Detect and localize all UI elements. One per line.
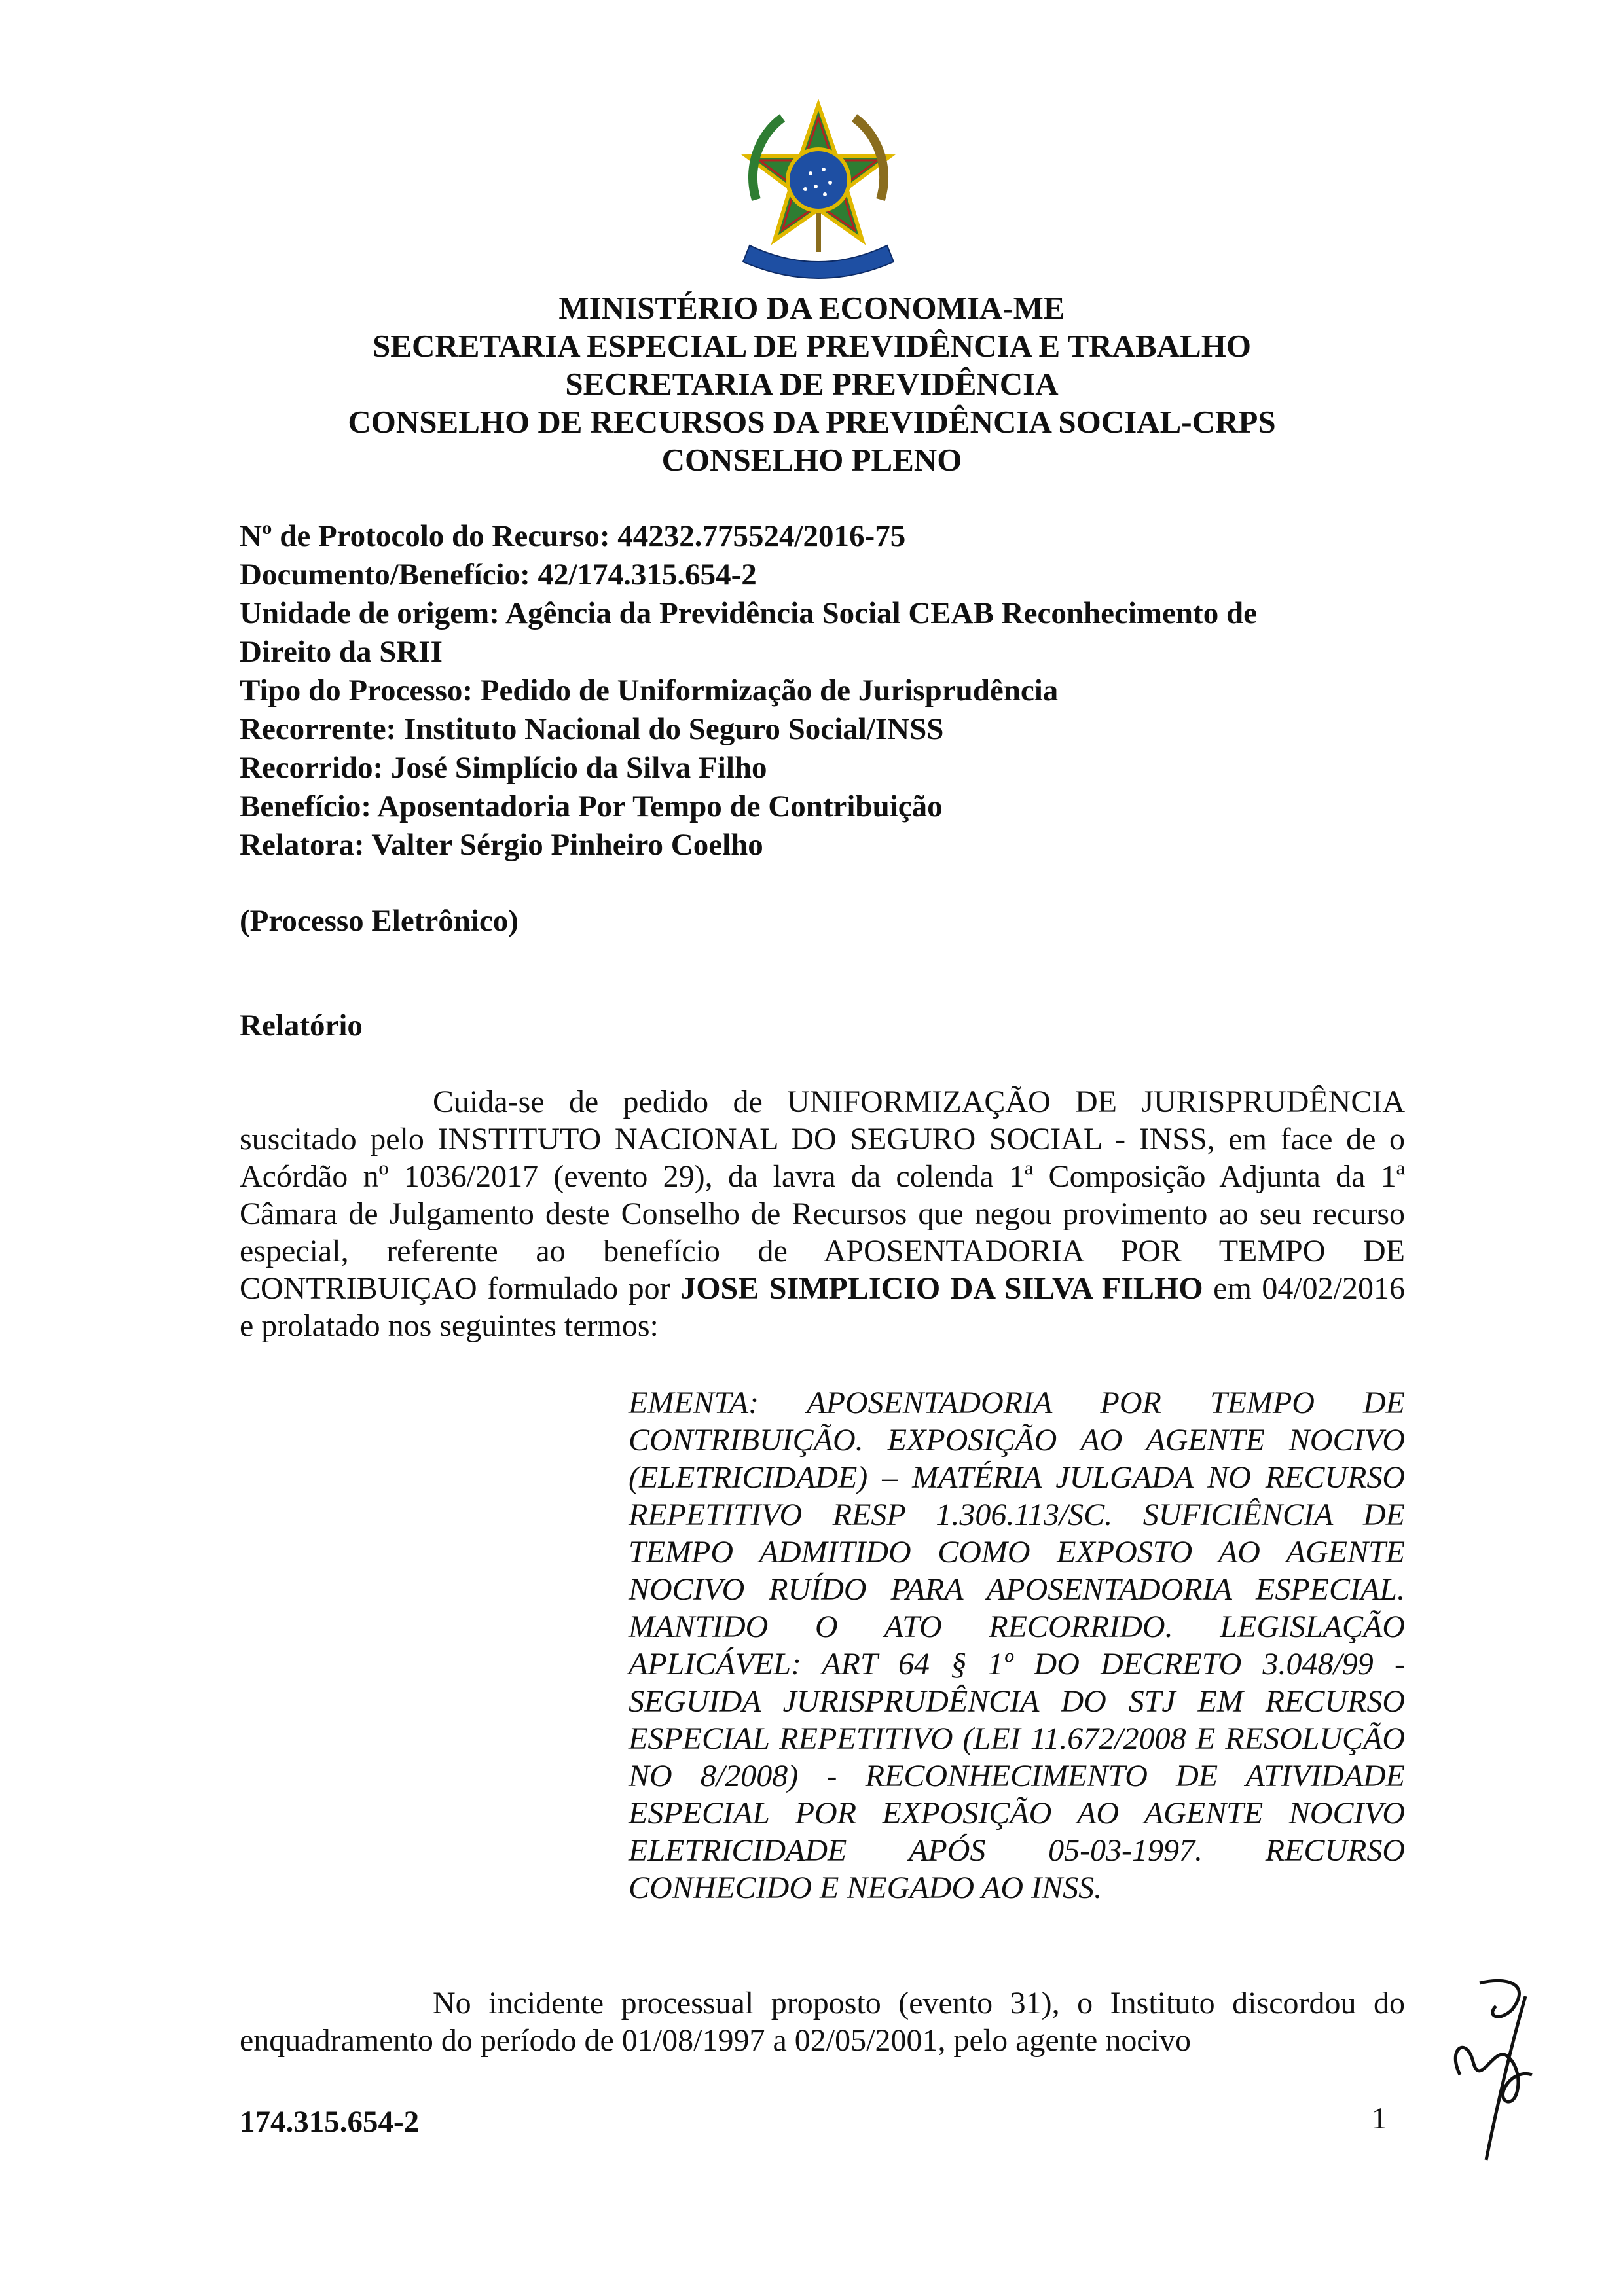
paragraph-1-text-a: Cuida-se de pedido de UNIFORMIZAÇÃO DE JURISPRUDÊNCIA suscitado pelo INSTITUTO NACIONAL DO SEGURO SOCIAL - INSS, em face de o Acórdão nº 1036/2017 (evento 29), da lavra da colenda 1ª Composição Adjunta da 1ª Câmara de Julgamento deste Conselho de Recursos que negou provimento ao seu recurso especial, referente ao benefício de APOSENTADORIA POR TEMPO DE CONTRIBUIÇAO formulado por [240, 1085, 1405, 1306]
document-header [196, 289, 1427, 479]
origin-unit [240, 594, 1405, 633]
section-title: Relatório [240, 1009, 363, 1043]
brazil-coat-of-arms-icon [730, 98, 907, 288]
footer-document-number: 174.315.654-2 [240, 2105, 420, 2139]
rapporteur: Relatora: Valter Sérgio Pinheiro Coelho [240, 828, 763, 862]
handwritten-signature [1434, 1970, 1565, 2166]
council-title: CONSELHO DE RECURSOS DA PREVIDÊNCIA SOCIAL-CRPS [348, 404, 1276, 440]
protocol-number: Nº de Protocolo do Recurso: 44232.775524/2016-75 [240, 519, 906, 553]
paragraph-2-text: No incidente processual proposto (evento 31), o Instituto discordou do enquadramento do período de 01/08/1997 a 02/05/2001, pelo agente nocivo [240, 1986, 1405, 2058]
secretariat-special-title: SECRETARIA ESPECIAL DE PREVIDÊNCIA E TRABALHO [373, 328, 1251, 364]
origin-unit-line2: Direito da SRII [240, 635, 443, 669]
page-number: 1 [1372, 2102, 1387, 2136]
paragraph-1-name: JOSE SIMPLICIO DA SILVA FILHO [680, 1271, 1203, 1306]
process-type: Tipo do Processo: Pedido de Uniformização de Jurisprudência [240, 673, 1059, 708]
benefit: Benefício: Aposentadoria Por Tempo de Contribuição [240, 789, 943, 823]
paragraph-1-text-b: em 04/02/2016 e prolatado nos seguintes termos: [240, 1271, 1406, 1343]
origin-unit-line1: Unidade de origem: Agência da Previdência Social CEAB Reconhecimento de [240, 596, 1257, 630]
case-metadata [240, 517, 1405, 865]
plenary-title: CONSELHO PLENO [661, 442, 962, 478]
paragraph-2 [240, 1984, 1405, 2059]
secretariat-title: SECRETARIA DE PREVIDÊNCIA [565, 366, 1059, 402]
paragraph-1 [240, 1083, 1405, 1344]
appellant: Recorrente: Instituto Nacional do Seguro Social/INSS [240, 712, 944, 746]
appellee: Recorrido: José Simplício da Silva Filho [240, 751, 767, 785]
ministry-title: MINISTÉRIO DA ECONOMIA-ME [558, 290, 1065, 326]
document-benefit: Documento/Benefício: 42/174.315.654-2 [240, 558, 757, 592]
electronic-process-label: (Processo Eletrônico) [240, 904, 519, 938]
ementa-quote: EMENTA: APOSENTADORIA POR TEMPO DE CONTRIBUIÇÃO. EXPOSIÇÃO AO AGENTE NOCIVO (ELETRICIDADE) – MATÉRIA JULGADA NO RECURSO REPETITIVO RESP 1.306.113/SC. SUFICIÊNCIA DE TEMPO ADMITIDO COMO EXPOSTO AO AGENTE NOCIVO RUÍDO PARA APOSENTADORIA ESPECIAL. MANTIDO O ATO RECORRIDO. LEGISLAÇÃO APLICÁVEL: ART 64 § 1º DO DECRETO 3.048/99 - SEGUIDA JURISPRUDÊNCIA DO STJ EM RECURSO ESPECIAL REPETITIVO (LEI 11.672/2008 E RESOLUÇÃO NO 8/2008) - RECONHECIMENTO DE ATIVIDADE ESPECIAL POR EXPOSIÇÃO AO AGENTE NOCIVO ELETRICIDADE APÓS 05-03-1997. RECURSO CONHECIDO E NEGADO AO INSS. [629, 1386, 1405, 1905]
